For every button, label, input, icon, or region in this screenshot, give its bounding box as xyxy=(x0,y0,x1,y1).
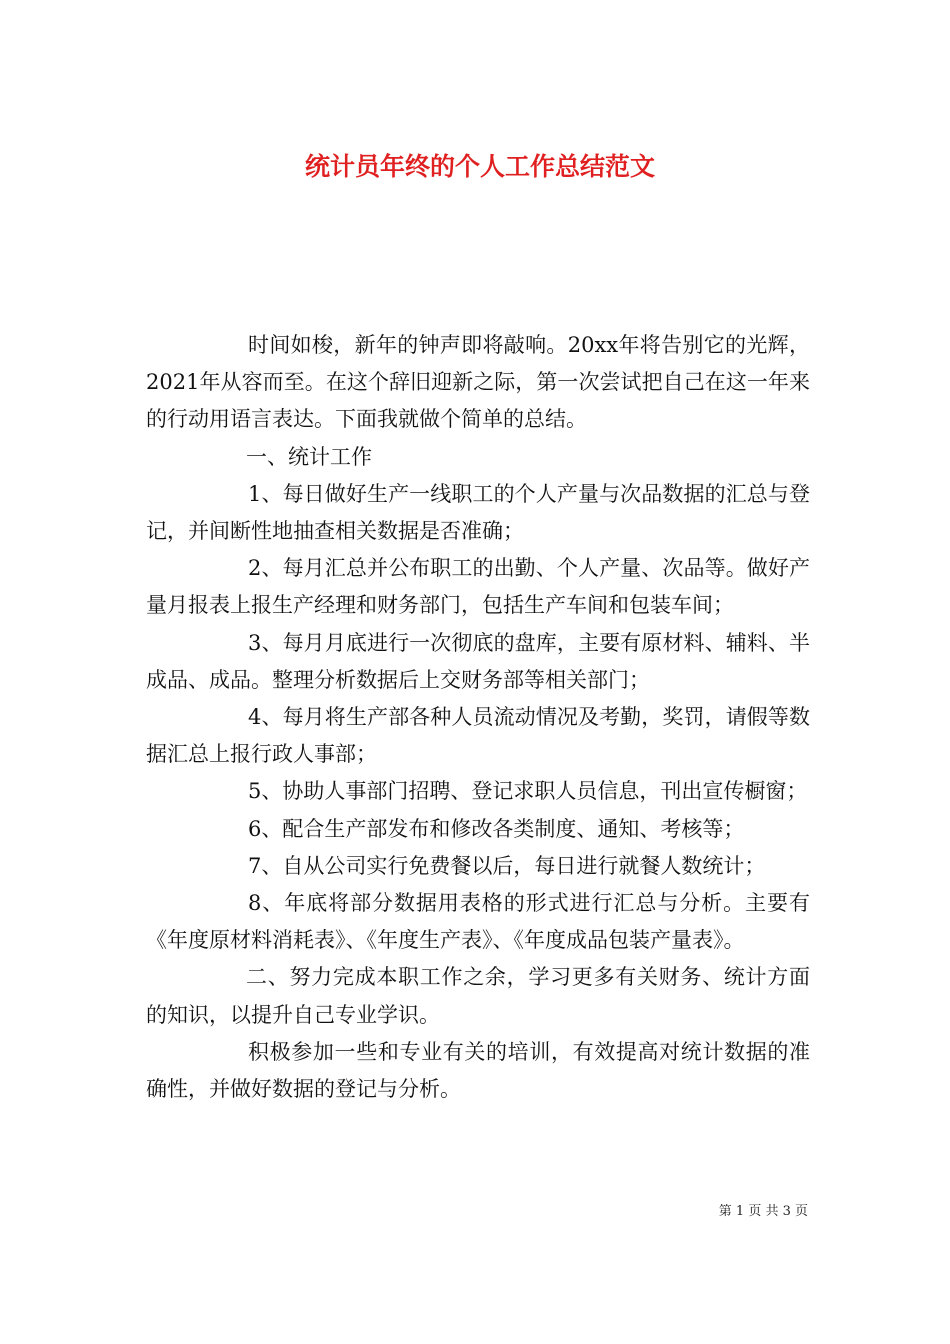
body-paragraph: 积极参加一些和专业有关的培训，有效提高对统计数据的准确性，并做好数据的登记与分析。 xyxy=(146,1039,810,1102)
section-heading-study: 二、努力完成本职工作之余，学习更多有关财务、统计方面的知识，以提升自己专业学识。 xyxy=(146,965,810,1027)
intro-paragraph: 时间如梭，新年的钟声即将敲响。20xx年将告别它的光辉，2021年从容而至。在这个辞旧迎新之际，第一次尝试把自己在这一年来的行动用语言表达。下面我就做个简单的总结。 xyxy=(146,333,810,432)
list-item: 3、每月月底进行一次彻底的盘库，主要有原材料、辅料、半成品、成品。整理分析数据后上交财务部等相关部门； xyxy=(146,630,810,692)
list-item: 8、年底将部分数据用表格的形式进行汇总与分析。主要有《年度原材料消耗表》、《年度生产表》、《年度成品包装产量表》。 xyxy=(146,891,810,953)
list-item: 5、协助人事部门招聘、登记求职人员信息，刊出宣传橱窗； xyxy=(248,779,808,804)
list-item: 7、自从公司实行免费餐以后，每日进行就餐人数统计； xyxy=(248,853,766,878)
page-number-footer: 第 1 页 共 3 页 xyxy=(718,1204,808,1219)
document-body xyxy=(146,327,810,1108)
list-item: 1、每日做好生产一线职工的个人产量与次品数据的汇总与登记，并间断性地抽查相关数据是否准确； xyxy=(146,481,810,544)
list-item: 4、每月将生产部各种人员流动情况及考勤，奖罚，请假等数据汇总上报行政人事部； xyxy=(146,705,810,767)
list-item: 6、配合生产部发布和修改各类制度、通知、考核等； xyxy=(248,816,745,841)
section-heading-statistics: 一、统计工作 xyxy=(246,444,372,469)
list-item: 2、每月汇总并公布职工的出勤、个人产量、次品等。做好产量月报表上报生产经理和财务部门，包括生产车间和包装车间； xyxy=(146,556,810,618)
document-title: 统计员年终的个人工作总结范文 xyxy=(304,151,655,181)
